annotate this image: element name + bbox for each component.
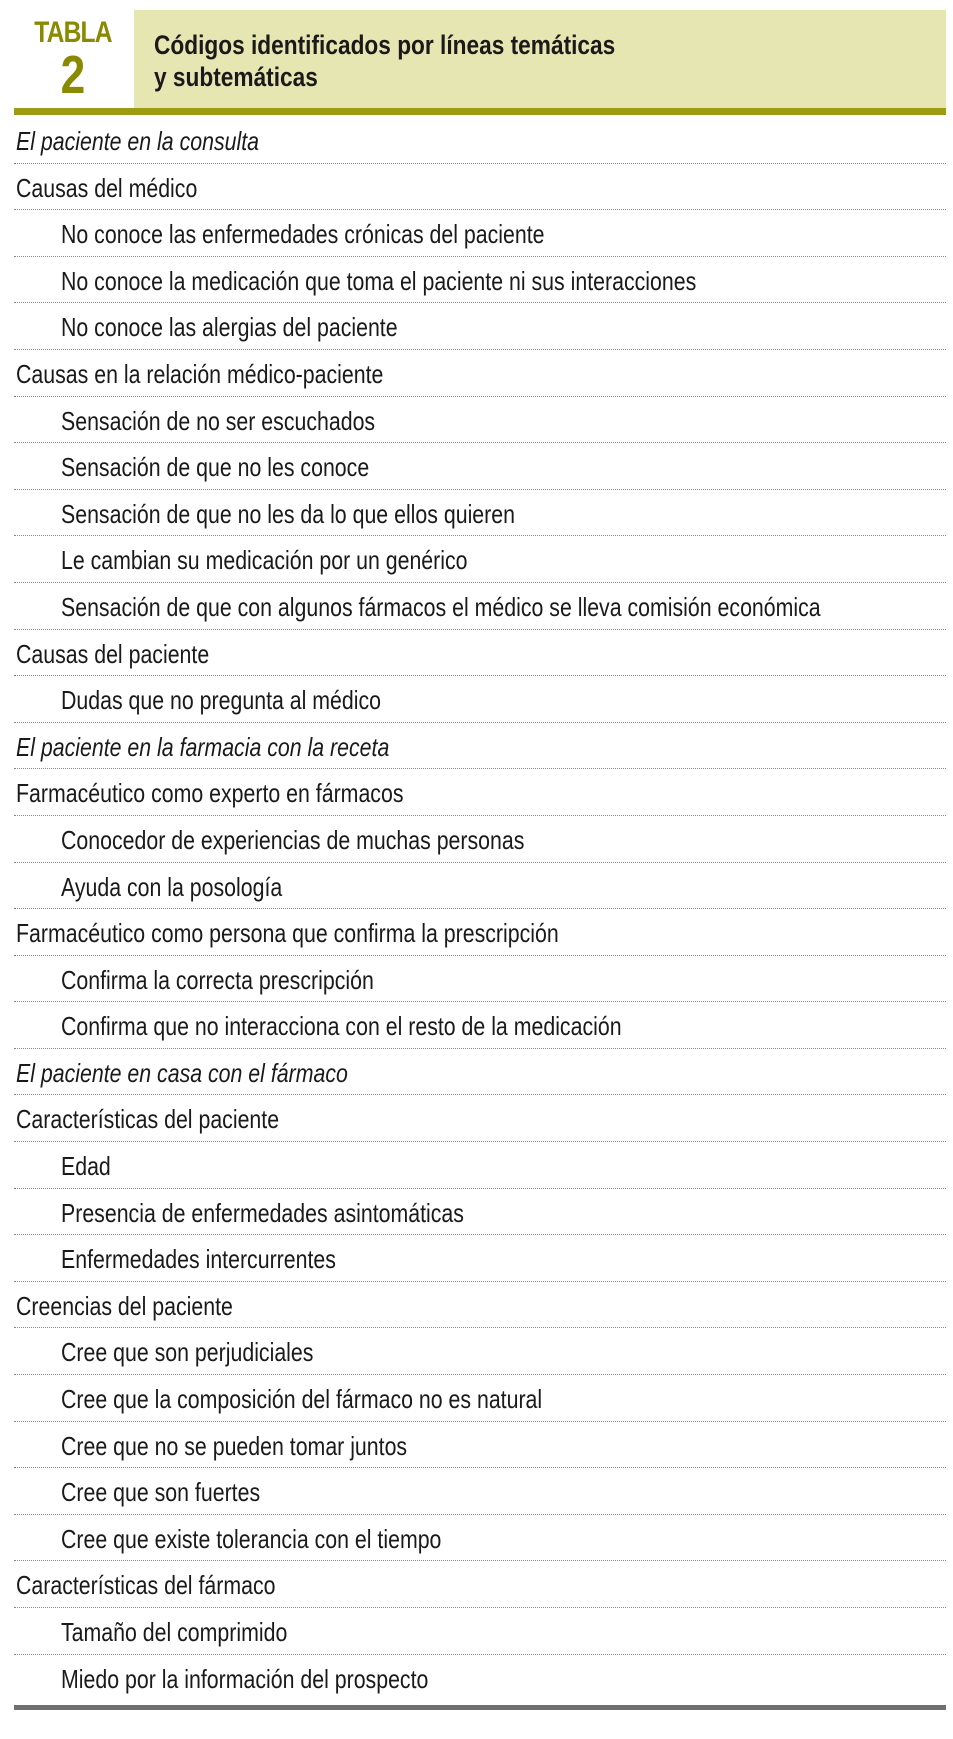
theme-label: Causas en la relación médico-paciente xyxy=(16,358,384,389)
header-rule xyxy=(14,108,946,115)
subtheme-row xyxy=(14,397,946,444)
subtheme-row xyxy=(14,1608,946,1655)
subtheme-label: Tamaño del comprimido xyxy=(61,1617,288,1647)
subtheme-label: Sensación de que no les da lo que ellos quieren xyxy=(61,498,515,529)
subtheme-row xyxy=(14,443,946,490)
subtheme-row xyxy=(14,303,946,350)
table-title xyxy=(154,29,809,93)
subtheme-label: Confirma que no interacciona con el resto de la medicación xyxy=(61,1011,622,1042)
theme-label: Causas del médico xyxy=(16,172,198,203)
theme-row xyxy=(14,164,946,211)
subtheme-row xyxy=(14,257,946,304)
table-header xyxy=(14,10,946,108)
subtheme-row xyxy=(14,1655,946,1702)
theme-row xyxy=(14,630,946,677)
table-body xyxy=(14,117,946,1701)
table-tag-number: 2 xyxy=(60,45,86,105)
table-title-line-1: Códigos identificados por líneas temáticas xyxy=(154,30,616,60)
subtheme-label: Sensación de que con algunos fármacos el médico se lleva comisión económica xyxy=(61,591,821,622)
subtheme-label: Sensación de no ser escuchados xyxy=(61,405,376,436)
subtheme-label: Edad xyxy=(61,1151,111,1182)
theme-label: Características del fármaco xyxy=(16,1570,276,1601)
subtheme-label: Conocedor de experiencias de muchas personas xyxy=(61,824,525,855)
subtheme-row xyxy=(14,490,946,537)
subtheme-row xyxy=(14,1189,946,1236)
section-label: El paciente en casa con el fármaco xyxy=(16,1057,348,1088)
subtheme-label: Cree que la composición del fármaco no es natural xyxy=(61,1384,543,1415)
subtheme-row xyxy=(14,1375,946,1422)
subtheme-label: Enfermedades intercurrentes xyxy=(61,1244,336,1275)
subtheme-row xyxy=(14,210,946,257)
theme-row xyxy=(14,769,946,816)
subtheme-row xyxy=(14,1142,946,1189)
section-row xyxy=(14,117,946,164)
table-tag-word: TABLA xyxy=(34,16,112,49)
subtheme-label: No conoce la medicación que toma el paciente ni sus interacciones xyxy=(61,265,697,296)
theme-label: Farmacéutico como persona que confirma la prescripción xyxy=(16,918,559,949)
subtheme-row xyxy=(14,536,946,583)
subtheme-row xyxy=(14,863,946,910)
theme-label: Creencias del paciente xyxy=(16,1290,233,1321)
subtheme-row xyxy=(14,956,946,1003)
section-row xyxy=(14,1049,946,1096)
section-label: El paciente en la farmacia con la receta xyxy=(16,731,390,762)
table-title-line-2: y subtemáticas xyxy=(154,62,318,92)
section-label: El paciente en la consulta xyxy=(16,126,259,156)
table-tag xyxy=(14,10,132,108)
subtheme-label: No conoce las enfermedades crónicas del paciente xyxy=(61,219,545,250)
subtheme-label: No conoce las alergias del paciente xyxy=(61,312,398,343)
section-row xyxy=(14,723,946,770)
subtheme-label: Dudas que no pregunta al médico xyxy=(61,685,382,716)
theme-label: Causas del paciente xyxy=(16,638,210,669)
footer-rule xyxy=(14,1705,946,1710)
subtheme-row xyxy=(14,1328,946,1375)
subtheme-label: Cree que son fuertes xyxy=(61,1477,261,1508)
subtheme-row xyxy=(14,1468,946,1515)
theme-row xyxy=(14,350,946,397)
subtheme-row xyxy=(14,583,946,630)
subtheme-label: Le cambian su medicación por un genérico xyxy=(61,545,468,576)
subtheme-label: Ayuda con la posología xyxy=(61,871,283,902)
subtheme-label: Confirma la correcta prescripción xyxy=(61,964,374,995)
subtheme-row xyxy=(14,1002,946,1049)
theme-label: Características del paciente xyxy=(16,1104,280,1135)
subtheme-row xyxy=(14,1235,946,1282)
subtheme-label: Presencia de enfermedades asintomáticas xyxy=(61,1197,464,1228)
subtheme-label: Sensación de que no les conoce xyxy=(61,452,370,483)
subtheme-row xyxy=(14,816,946,863)
theme-row xyxy=(14,1561,946,1608)
theme-row xyxy=(14,909,946,956)
table-title-box xyxy=(134,10,946,108)
subtheme-label: Miedo por la información del prospecto xyxy=(61,1663,429,1694)
theme-row xyxy=(14,1095,946,1142)
subtheme-label: Cree que son perjudiciales xyxy=(61,1337,314,1368)
theme-label: Farmacéutico como experto en fármacos xyxy=(16,778,404,809)
subtheme-label: Cree que existe tolerancia con el tiempo xyxy=(61,1523,442,1554)
theme-row xyxy=(14,1282,946,1329)
subtheme-row xyxy=(14,1422,946,1469)
subtheme-row xyxy=(14,1515,946,1562)
subtheme-label: Cree que no se pueden tomar juntos xyxy=(61,1430,408,1461)
subtheme-row xyxy=(14,676,946,723)
